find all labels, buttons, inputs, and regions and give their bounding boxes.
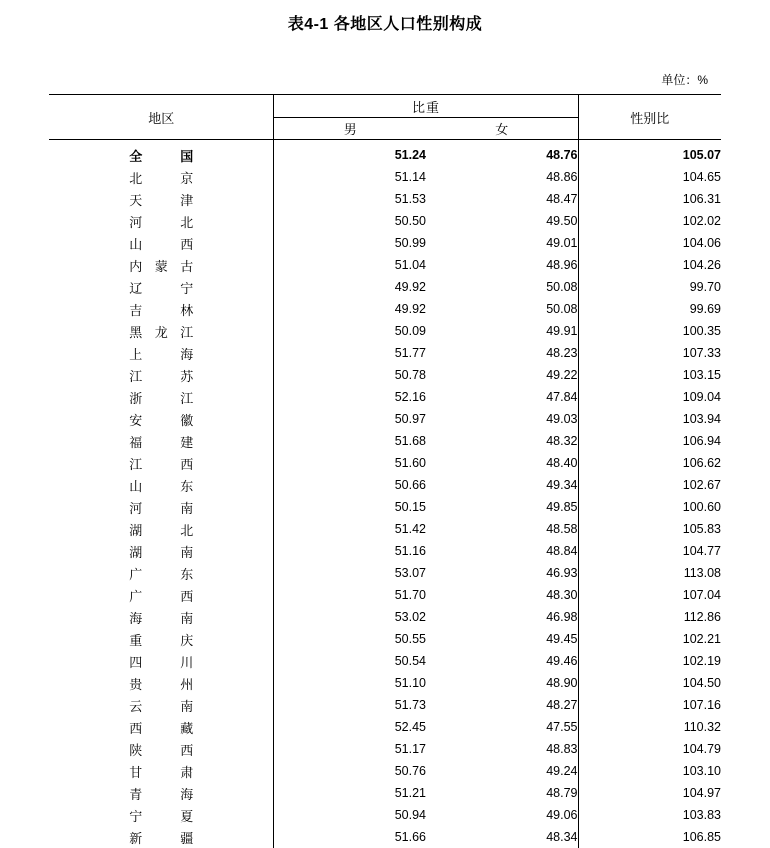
cell-female-share: 49.45 bbox=[426, 628, 578, 650]
region-label: 甘 肃 bbox=[129, 762, 193, 781]
region-label: 新 疆 bbox=[129, 828, 193, 847]
region-label: 湖 南 bbox=[129, 542, 193, 561]
table-row bbox=[49, 276, 721, 298]
cell-sex-ratio: 110.32 bbox=[578, 716, 721, 738]
table-row bbox=[49, 716, 721, 738]
table-row bbox=[49, 166, 721, 188]
cell-region bbox=[49, 452, 274, 474]
table-row bbox=[49, 804, 721, 826]
cell-female-share: 48.90 bbox=[426, 672, 578, 694]
cell-sex-ratio: 100.60 bbox=[578, 496, 721, 518]
cell-region bbox=[49, 650, 274, 672]
cell-male-share: 50.94 bbox=[274, 804, 426, 826]
cell-female-share: 49.85 bbox=[426, 496, 578, 518]
region-label: 青 海 bbox=[129, 784, 193, 803]
cell-sex-ratio: 106.85 bbox=[578, 826, 721, 848]
cell-region bbox=[49, 342, 274, 364]
table-row bbox=[49, 628, 721, 650]
cell-male-share: 52.45 bbox=[274, 716, 426, 738]
cell-sex-ratio: 99.70 bbox=[578, 276, 721, 298]
cell-sex-ratio: 105.83 bbox=[578, 518, 721, 540]
cell-male-share: 53.02 bbox=[274, 606, 426, 628]
cell-region bbox=[49, 298, 274, 320]
cell-sex-ratio: 109.04 bbox=[578, 386, 721, 408]
cell-female-share: 48.32 bbox=[426, 430, 578, 452]
header-proportion-group: 比重 bbox=[274, 95, 578, 118]
table-row bbox=[49, 386, 721, 408]
cell-sex-ratio: 104.50 bbox=[578, 672, 721, 694]
cell-male-share: 51.10 bbox=[274, 672, 426, 694]
cell-female-share: 46.93 bbox=[426, 562, 578, 584]
cell-region bbox=[49, 716, 274, 738]
cell-sex-ratio: 106.31 bbox=[578, 188, 721, 210]
region-label: 天 津 bbox=[129, 190, 193, 209]
table-row bbox=[49, 672, 721, 694]
region-label: 吉 林 bbox=[129, 300, 193, 319]
cell-female-share: 49.91 bbox=[426, 320, 578, 342]
cell-region bbox=[49, 166, 274, 188]
table-row bbox=[49, 584, 721, 606]
cell-female-share: 49.22 bbox=[426, 364, 578, 386]
table-row bbox=[49, 254, 721, 276]
cell-region bbox=[49, 474, 274, 496]
cell-region bbox=[49, 606, 274, 628]
cell-region bbox=[49, 826, 274, 848]
cell-male-share: 51.68 bbox=[274, 430, 426, 452]
cell-female-share: 48.84 bbox=[426, 540, 578, 562]
cell-female-share: 48.96 bbox=[426, 254, 578, 276]
cell-male-share: 51.60 bbox=[274, 452, 426, 474]
cell-region bbox=[49, 210, 274, 232]
population-sex-composition-table bbox=[49, 94, 721, 848]
cell-male-share: 51.14 bbox=[274, 166, 426, 188]
cell-sex-ratio: 103.83 bbox=[578, 804, 721, 826]
region-label: 黑龙江 bbox=[129, 322, 193, 341]
cell-region bbox=[49, 628, 274, 650]
cell-sex-ratio: 112.86 bbox=[578, 606, 721, 628]
region-label: 江 苏 bbox=[129, 366, 193, 385]
table-row bbox=[49, 188, 721, 210]
cell-sex-ratio: 106.62 bbox=[578, 452, 721, 474]
table-row bbox=[49, 474, 721, 496]
cell-region bbox=[49, 694, 274, 716]
region-label: 陕 西 bbox=[129, 740, 193, 759]
table-row bbox=[49, 606, 721, 628]
cell-region bbox=[49, 408, 274, 430]
cell-region bbox=[49, 188, 274, 210]
region-label: 重 庆 bbox=[129, 630, 193, 649]
region-label: 山 东 bbox=[129, 476, 193, 495]
cell-male-share: 51.73 bbox=[274, 694, 426, 716]
header-region: 地区 bbox=[49, 95, 274, 140]
region-label: 海 南 bbox=[129, 608, 193, 627]
table-row bbox=[49, 320, 721, 342]
cell-sex-ratio: 100.35 bbox=[578, 320, 721, 342]
cell-region bbox=[49, 782, 274, 804]
cell-region bbox=[49, 140, 274, 167]
cell-sex-ratio: 99.69 bbox=[578, 298, 721, 320]
cell-region bbox=[49, 364, 274, 386]
cell-female-share: 48.30 bbox=[426, 584, 578, 606]
cell-sex-ratio: 104.77 bbox=[578, 540, 721, 562]
cell-male-share: 51.66 bbox=[274, 826, 426, 848]
cell-female-share: 47.84 bbox=[426, 386, 578, 408]
cell-male-share: 53.07 bbox=[274, 562, 426, 584]
cell-male-share: 51.16 bbox=[274, 540, 426, 562]
cell-sex-ratio: 104.06 bbox=[578, 232, 721, 254]
cell-region bbox=[49, 672, 274, 694]
cell-female-share: 47.55 bbox=[426, 716, 578, 738]
region-label: 四 川 bbox=[129, 652, 193, 671]
table-row bbox=[49, 826, 721, 848]
header-female: 女 bbox=[426, 118, 578, 140]
cell-female-share: 50.08 bbox=[426, 276, 578, 298]
cell-female-share: 49.03 bbox=[426, 408, 578, 430]
cell-female-share: 48.23 bbox=[426, 342, 578, 364]
cell-female-share: 49.24 bbox=[426, 760, 578, 782]
table-row bbox=[49, 518, 721, 540]
cell-female-share: 48.47 bbox=[426, 188, 578, 210]
region-label: 广 东 bbox=[129, 564, 193, 583]
region-label: 河 北 bbox=[129, 212, 193, 231]
region-label: 江 西 bbox=[129, 454, 193, 473]
cell-region bbox=[49, 804, 274, 826]
table-row bbox=[49, 694, 721, 716]
cell-region bbox=[49, 562, 274, 584]
cell-male-share: 51.21 bbox=[274, 782, 426, 804]
cell-male-share: 50.15 bbox=[274, 496, 426, 518]
table-row bbox=[49, 496, 721, 518]
cell-female-share: 49.01 bbox=[426, 232, 578, 254]
cell-male-share: 51.24 bbox=[274, 140, 426, 167]
cell-female-share: 48.58 bbox=[426, 518, 578, 540]
table-row bbox=[49, 140, 721, 167]
cell-sex-ratio: 107.16 bbox=[578, 694, 721, 716]
cell-male-share: 51.77 bbox=[274, 342, 426, 364]
table-row bbox=[49, 540, 721, 562]
cell-male-share: 52.16 bbox=[274, 386, 426, 408]
cell-sex-ratio: 103.94 bbox=[578, 408, 721, 430]
cell-male-share: 50.09 bbox=[274, 320, 426, 342]
table-header-row-top bbox=[49, 95, 721, 118]
region-label: 贵 州 bbox=[129, 674, 193, 693]
cell-female-share: 48.79 bbox=[426, 782, 578, 804]
cell-male-share: 49.92 bbox=[274, 276, 426, 298]
cell-region bbox=[49, 430, 274, 452]
cell-female-share: 46.98 bbox=[426, 606, 578, 628]
region-label: 全 国 bbox=[129, 146, 193, 165]
table-row bbox=[49, 760, 721, 782]
cell-sex-ratio: 103.10 bbox=[578, 760, 721, 782]
region-label: 山 西 bbox=[129, 234, 193, 253]
table-row bbox=[49, 298, 721, 320]
cell-region bbox=[49, 518, 274, 540]
cell-region bbox=[49, 540, 274, 562]
header-male: 男 bbox=[274, 118, 426, 140]
cell-female-share: 49.34 bbox=[426, 474, 578, 496]
cell-male-share: 50.76 bbox=[274, 760, 426, 782]
cell-female-share: 48.86 bbox=[426, 166, 578, 188]
cell-sex-ratio: 102.02 bbox=[578, 210, 721, 232]
cell-sex-ratio: 107.04 bbox=[578, 584, 721, 606]
table-row bbox=[49, 232, 721, 254]
cell-sex-ratio: 107.33 bbox=[578, 342, 721, 364]
cell-region bbox=[49, 320, 274, 342]
cell-region bbox=[49, 584, 274, 606]
cell-male-share: 50.78 bbox=[274, 364, 426, 386]
region-label: 福 建 bbox=[129, 432, 193, 451]
cell-male-share: 50.97 bbox=[274, 408, 426, 430]
region-label: 河 南 bbox=[129, 498, 193, 517]
region-label: 广 西 bbox=[129, 586, 193, 605]
cell-sex-ratio: 102.67 bbox=[578, 474, 721, 496]
cell-sex-ratio: 104.79 bbox=[578, 738, 721, 760]
table-row bbox=[49, 210, 721, 232]
cell-male-share: 50.99 bbox=[274, 232, 426, 254]
cell-region bbox=[49, 276, 274, 298]
table-body bbox=[49, 95, 721, 848]
cell-male-share: 51.04 bbox=[274, 254, 426, 276]
region-label: 云 南 bbox=[129, 696, 193, 715]
region-label: 北 京 bbox=[129, 168, 193, 187]
cell-female-share: 49.06 bbox=[426, 804, 578, 826]
cell-sex-ratio: 104.65 bbox=[578, 166, 721, 188]
cell-region bbox=[49, 738, 274, 760]
cell-male-share: 50.55 bbox=[274, 628, 426, 650]
cell-sex-ratio: 102.19 bbox=[578, 650, 721, 672]
cell-male-share: 50.66 bbox=[274, 474, 426, 496]
header-sex-ratio: 性别比 bbox=[578, 95, 721, 140]
table-row bbox=[49, 430, 721, 452]
unit-note: 单位：% bbox=[0, 34, 770, 88]
cell-female-share: 49.46 bbox=[426, 650, 578, 672]
cell-sex-ratio: 105.07 bbox=[578, 140, 721, 167]
table-row bbox=[49, 342, 721, 364]
cell-sex-ratio: 102.21 bbox=[578, 628, 721, 650]
cell-female-share: 48.83 bbox=[426, 738, 578, 760]
cell-region bbox=[49, 254, 274, 276]
region-label: 辽 宁 bbox=[129, 278, 193, 297]
table-row bbox=[49, 452, 721, 474]
cell-female-share: 50.08 bbox=[426, 298, 578, 320]
table-row bbox=[49, 408, 721, 430]
region-label: 宁 夏 bbox=[129, 806, 193, 825]
table-row bbox=[49, 364, 721, 386]
cell-region bbox=[49, 496, 274, 518]
cell-sex-ratio: 113.08 bbox=[578, 562, 721, 584]
table-row bbox=[49, 738, 721, 760]
cell-male-share: 51.42 bbox=[274, 518, 426, 540]
cell-male-share: 49.92 bbox=[274, 298, 426, 320]
cell-sex-ratio: 103.15 bbox=[578, 364, 721, 386]
cell-female-share: 48.40 bbox=[426, 452, 578, 474]
cell-sex-ratio: 104.26 bbox=[578, 254, 721, 276]
cell-male-share: 50.50 bbox=[274, 210, 426, 232]
cell-sex-ratio: 106.94 bbox=[578, 430, 721, 452]
cell-male-share: 51.53 bbox=[274, 188, 426, 210]
cell-region bbox=[49, 232, 274, 254]
region-label: 安 徽 bbox=[129, 410, 193, 429]
cell-male-share: 51.17 bbox=[274, 738, 426, 760]
region-label: 上 海 bbox=[129, 344, 193, 363]
region-label: 浙 江 bbox=[129, 388, 193, 407]
cell-female-share: 48.76 bbox=[426, 140, 578, 167]
cell-region bbox=[49, 760, 274, 782]
cell-female-share: 48.27 bbox=[426, 694, 578, 716]
table-row bbox=[49, 782, 721, 804]
page-title: 表4-1 各地区人口性别构成 bbox=[0, 0, 770, 34]
cell-sex-ratio: 104.97 bbox=[578, 782, 721, 804]
region-label: 内蒙古 bbox=[129, 256, 193, 275]
region-label: 湖 北 bbox=[129, 520, 193, 539]
cell-female-share: 48.34 bbox=[426, 826, 578, 848]
cell-male-share: 51.70 bbox=[274, 584, 426, 606]
cell-female-share: 49.50 bbox=[426, 210, 578, 232]
region-label: 西 藏 bbox=[129, 718, 193, 737]
table-row bbox=[49, 650, 721, 672]
table-row bbox=[49, 562, 721, 584]
cell-male-share: 50.54 bbox=[274, 650, 426, 672]
cell-region bbox=[49, 386, 274, 408]
